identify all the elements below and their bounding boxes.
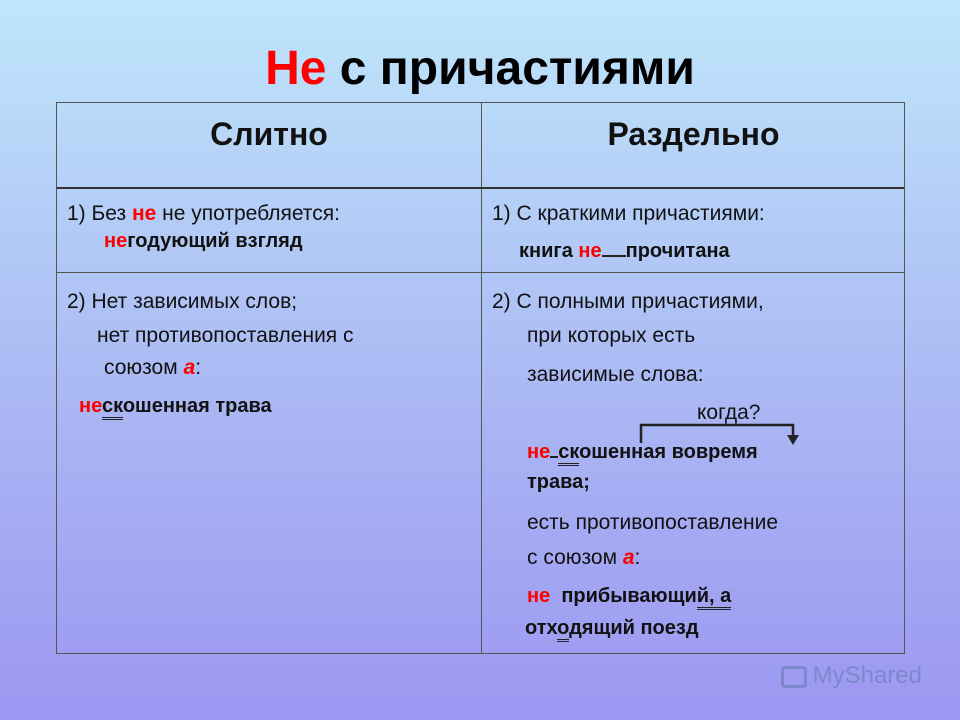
row2-left-rule1: 2) Нет зависимых слов; xyxy=(67,290,298,313)
row2-right-example1-cont: трава; xyxy=(527,471,590,493)
row2-right-rule1: 2) С полными причастиями, xyxy=(492,290,764,313)
title-rest: с причастиями xyxy=(326,42,695,95)
row2-right-rule5: с союзом а: xyxy=(527,546,641,569)
watermark: MyShared xyxy=(781,662,922,690)
row2-left-example: нескошенная трава xyxy=(79,394,272,419)
question-label: когда? xyxy=(697,401,761,424)
header-separate: Раздельно xyxy=(607,116,780,152)
rules-table xyxy=(56,102,905,654)
row2-right-example2: не прибывающий, а xyxy=(527,584,731,609)
row1-left-example: негодующий взгляд xyxy=(104,230,303,252)
header-divider xyxy=(57,187,904,189)
row2-left-rule2: нет противопоставления с xyxy=(97,324,354,347)
blank-underline xyxy=(602,237,626,257)
row1-right-rule: 1) С краткими причастиями: xyxy=(492,202,765,225)
column-divider xyxy=(481,103,482,653)
header-together: Слитно xyxy=(210,116,328,152)
row1-left-rule: 1) Без не не употребляется: xyxy=(67,202,340,225)
row1-right-example: книга не прочитана xyxy=(519,237,730,264)
row2-right-rule3: зависимые слова: xyxy=(527,363,704,386)
row2-right-example2-cont: отходящий поезд xyxy=(525,616,699,641)
row2-right-rule4: есть противопоставление xyxy=(527,511,779,534)
row2-right-rule2: при которых есть xyxy=(527,324,696,347)
slide-title xyxy=(0,40,960,98)
watermark-logo-icon xyxy=(781,666,807,688)
title-ne: Не xyxy=(265,42,327,95)
row2-left-rule3: союзом а: xyxy=(104,356,202,379)
row-divider xyxy=(57,272,904,273)
row2-right-example1: не скошенная вовремя xyxy=(527,438,758,465)
